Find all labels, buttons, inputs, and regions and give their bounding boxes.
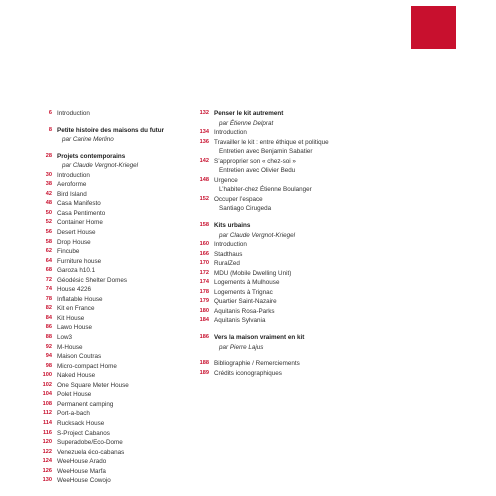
toc-page-number: 126 bbox=[42, 467, 52, 474]
toc-entry bbox=[32, 448, 192, 458]
red-square-decoration bbox=[411, 6, 456, 49]
toc-entry bbox=[189, 128, 359, 138]
toc-entry-title: Projets contemporains bbox=[57, 152, 126, 160]
toc-entry-title: Aquitanis Rosa-Parks bbox=[214, 307, 275, 315]
toc-entry-title: Venezuela éco-cabanas bbox=[57, 448, 125, 456]
toc-entry bbox=[189, 240, 359, 250]
toc-page-number: 6 bbox=[48, 110, 52, 116]
toc-entry-title: Introduction bbox=[214, 129, 247, 137]
toc-page-number: 189 bbox=[199, 369, 209, 376]
toc-entry-title: Entretien avec Olivier Bedu bbox=[219, 167, 296, 175]
toc-page-number: 114 bbox=[42, 419, 52, 426]
toc-entry-title: Introduction bbox=[57, 110, 90, 117]
toc-entry bbox=[189, 138, 359, 148]
toc-column-right bbox=[189, 109, 359, 378]
toc-entry bbox=[32, 238, 192, 248]
toc-page-number: 84 bbox=[45, 314, 52, 321]
toc-entry bbox=[32, 476, 192, 486]
toc-entry bbox=[32, 257, 192, 267]
toc-page-number: 58 bbox=[45, 238, 52, 245]
toc-entry-title: par Carine Merlino bbox=[62, 136, 114, 144]
toc-page-number: 170 bbox=[199, 260, 209, 267]
toc-page-number: 116 bbox=[42, 429, 52, 436]
toc-entry-title: Bird Island bbox=[57, 190, 87, 198]
toc-page-number: 108 bbox=[42, 400, 52, 407]
toc-page-number: 142 bbox=[199, 157, 209, 164]
toc-page-number: 174 bbox=[199, 279, 209, 286]
toc-entry-title: Casa Manifesto bbox=[57, 200, 101, 208]
toc-spacer bbox=[189, 326, 359, 333]
toc-entry bbox=[189, 307, 359, 317]
toc-page-number: 120 bbox=[42, 439, 52, 446]
toc-entry bbox=[32, 295, 192, 305]
toc-entry-title: Container Home bbox=[57, 219, 103, 227]
toc-entry-title: Lawo House bbox=[57, 324, 93, 332]
toc-entry-title: MDU (Mobile Dwelling Unit) bbox=[214, 269, 292, 277]
toc-entry-title: RuralZed bbox=[214, 260, 240, 268]
toc-page-number: 78 bbox=[45, 295, 52, 302]
toc-entry bbox=[189, 185, 359, 195]
toc-page-number: 100 bbox=[42, 372, 52, 379]
toc-entry-title: Travailler le kit : entre éthique et politique bbox=[214, 138, 329, 146]
toc-entry-title: Garoza h10.1 bbox=[57, 267, 96, 275]
toc-entry bbox=[189, 343, 359, 353]
toc-entry-title: L’habiter-chez Étienne Boulanger bbox=[219, 186, 312, 194]
toc-page-number: 42 bbox=[45, 190, 52, 197]
toc-entry-title: House 4226 bbox=[57, 286, 91, 294]
toc-entry bbox=[32, 352, 192, 362]
toc-entry bbox=[189, 195, 359, 205]
toc-page-number: 86 bbox=[45, 324, 52, 331]
toc-entry bbox=[189, 333, 359, 343]
toc-entry bbox=[32, 438, 192, 448]
toc-entry-title: Occuper l’espace bbox=[214, 195, 263, 203]
toc-entry bbox=[189, 147, 359, 157]
toc-page-number: 130 bbox=[42, 477, 52, 484]
toc-entry-title: Kit en France bbox=[57, 305, 95, 313]
toc-entry-title: Petite histoire des maisons du futur bbox=[57, 126, 165, 134]
toc-entry bbox=[32, 343, 192, 353]
toc-entry-title: Maison Coutras bbox=[57, 353, 102, 361]
toc-page-number: 158 bbox=[199, 222, 209, 229]
toc-page-number: 68 bbox=[45, 267, 52, 274]
toc-entry-title: Naked House bbox=[57, 372, 96, 380]
toc-entry bbox=[189, 369, 359, 379]
toc-entry bbox=[189, 231, 359, 241]
toc-entry bbox=[189, 157, 359, 167]
toc-entry-title: Polet House bbox=[57, 391, 92, 399]
toc-entry bbox=[189, 109, 359, 119]
toc-page-number: 94 bbox=[45, 353, 52, 360]
toc-page-number: 8 bbox=[48, 126, 52, 133]
toc-page-number: 136 bbox=[199, 138, 209, 145]
toc-page-number: 172 bbox=[199, 269, 209, 276]
toc-entry bbox=[32, 304, 192, 314]
toc-entry-title: Vers la maison vraiment en kit bbox=[214, 334, 305, 342]
toc-entry bbox=[32, 381, 192, 391]
toc-entry bbox=[189, 359, 359, 369]
toc-entry-title: Introduction bbox=[57, 171, 90, 179]
toc-page-number: 52 bbox=[45, 219, 52, 226]
toc-entry bbox=[189, 204, 359, 214]
toc-entry-title: Entretien avec Benjamin Sabatier bbox=[219, 148, 313, 156]
toc-entry bbox=[32, 171, 192, 181]
toc-entry-title: Superadobe/Eco-Dome bbox=[57, 439, 123, 447]
toc-page-number: 152 bbox=[199, 195, 209, 202]
toc-spacer bbox=[32, 145, 192, 152]
toc-entry bbox=[189, 259, 359, 269]
toc-page-number: 64 bbox=[45, 257, 52, 264]
toc-page-number: 132 bbox=[199, 110, 209, 116]
toc-entry bbox=[32, 161, 192, 171]
toc-entry-title: Fincube bbox=[57, 248, 80, 256]
toc-entry bbox=[32, 419, 192, 429]
toc-page-number: 186 bbox=[199, 334, 209, 341]
toc-entry-title: Kits urbains bbox=[214, 222, 251, 230]
toc-entry-title: Introduction bbox=[214, 241, 247, 249]
toc-entry bbox=[32, 371, 192, 381]
toc-entry-title: Casa Pentimento bbox=[57, 209, 106, 217]
toc-entry-title: S-Project Cabanos bbox=[57, 429, 110, 437]
toc-entry bbox=[189, 166, 359, 176]
toc-entry-title: Santiago Cirugeda bbox=[219, 205, 272, 213]
toc-entry-title: Low3 bbox=[57, 334, 73, 342]
toc-entry-title: Inflatable House bbox=[57, 295, 103, 303]
toc-entry-title: Crédits iconographiques bbox=[214, 369, 282, 377]
toc-entry bbox=[189, 316, 359, 326]
toc-entry bbox=[189, 176, 359, 186]
toc-entry-title: Logements à Mulhouse bbox=[214, 279, 280, 287]
toc-entry-title: par Claude Vergnot-Kriegel bbox=[219, 231, 296, 239]
toc-page-number: 178 bbox=[199, 288, 209, 295]
toc-entry-title: WeeHouse Marfa bbox=[57, 467, 106, 475]
toc-page-number: 148 bbox=[199, 176, 209, 183]
toc-entry-title: Permanent camping bbox=[57, 400, 114, 408]
toc-entry bbox=[32, 323, 192, 333]
toc-entry bbox=[32, 109, 192, 119]
toc-entry-title: par Étienne Delprat bbox=[219, 119, 274, 127]
toc-entry bbox=[32, 400, 192, 410]
toc-spacer bbox=[189, 214, 359, 221]
toc-entry bbox=[32, 228, 192, 238]
toc-entry bbox=[32, 362, 192, 372]
toc-entry-title: S’approprier son « chez-soi » bbox=[214, 157, 296, 165]
toc-entry bbox=[32, 409, 192, 419]
toc-entry-title: Stadthaus bbox=[214, 250, 243, 258]
toc-page-number: 102 bbox=[42, 381, 52, 388]
toc-entry bbox=[32, 135, 192, 145]
toc-page-number: 88 bbox=[45, 334, 52, 341]
toc-entry bbox=[189, 269, 359, 279]
toc-entry-title: Logements à Trignac bbox=[214, 288, 273, 296]
toc-spacer bbox=[189, 352, 359, 359]
toc-page-number: 50 bbox=[45, 209, 52, 216]
toc-entry bbox=[32, 467, 192, 477]
toc-entry bbox=[32, 209, 192, 219]
toc-entry bbox=[32, 247, 192, 257]
toc-page-number: 38 bbox=[45, 181, 52, 188]
toc-entry bbox=[189, 288, 359, 298]
toc-page-number: 72 bbox=[45, 276, 52, 283]
toc-entry bbox=[32, 199, 192, 209]
toc-entry-title: M-House bbox=[57, 343, 83, 351]
toc-entry bbox=[32, 285, 192, 295]
toc-page-number: 184 bbox=[199, 317, 209, 324]
toc-entry bbox=[189, 297, 359, 307]
toc-entry-title: Micro-compact Home bbox=[57, 362, 117, 370]
toc-entry bbox=[32, 126, 192, 136]
toc-entry bbox=[32, 266, 192, 276]
toc-entry bbox=[32, 390, 192, 400]
toc-page-number: 62 bbox=[45, 248, 52, 255]
toc-entry bbox=[189, 278, 359, 288]
toc-entry bbox=[189, 119, 359, 129]
toc-page-number: 48 bbox=[45, 200, 52, 207]
toc-entry-title: Urgence bbox=[214, 176, 238, 184]
toc-entry-title: Drop House bbox=[57, 238, 91, 246]
toc-entry bbox=[189, 221, 359, 231]
toc-page-number: 134 bbox=[199, 129, 209, 136]
toc-entry-title: Géodésic Shelter Domes bbox=[57, 276, 127, 284]
toc-entry-title: Bibliographie / Remerciements bbox=[214, 360, 300, 368]
toc-entry-title: Rucksack House bbox=[57, 419, 105, 427]
toc-spacer bbox=[32, 119, 192, 126]
toc-entry-title: Furniture house bbox=[57, 257, 102, 265]
toc-page-number: 28 bbox=[45, 152, 52, 159]
toc-page-number: 98 bbox=[45, 362, 52, 369]
toc-page-number: 180 bbox=[199, 307, 209, 314]
toc-page-number: 179 bbox=[199, 298, 209, 305]
toc-entry-title: WeeHouse Arado bbox=[57, 458, 107, 466]
toc-entry-title: One Square Meter House bbox=[57, 381, 129, 389]
toc-entry-title: Desert House bbox=[57, 229, 96, 237]
toc-page-number: 30 bbox=[45, 171, 52, 178]
toc-entry bbox=[189, 250, 359, 260]
toc-entry bbox=[32, 276, 192, 286]
toc-entry bbox=[32, 457, 192, 467]
toc-page-number: 112 bbox=[42, 410, 52, 417]
toc-entry bbox=[32, 333, 192, 343]
toc-page-number: 160 bbox=[199, 241, 209, 248]
toc-entry bbox=[32, 152, 192, 162]
toc-page-number: 166 bbox=[199, 250, 209, 257]
toc-entry-title: Port-a-bach bbox=[57, 410, 90, 418]
toc-entry bbox=[32, 180, 192, 190]
toc-page-number: 188 bbox=[199, 360, 209, 367]
toc-page-number: 82 bbox=[45, 305, 52, 312]
toc-page-number: 56 bbox=[45, 229, 52, 236]
toc-entry-title: par Pierre Lajus bbox=[219, 343, 264, 351]
toc-entry bbox=[32, 314, 192, 324]
toc-entry-title: Quartier Saint-Nazaire bbox=[214, 298, 277, 306]
toc-entry bbox=[32, 218, 192, 228]
toc-page-number: 74 bbox=[45, 286, 52, 293]
toc-entry-title: Aeroforme bbox=[57, 181, 87, 189]
toc-entry-title: par Claude Vergnot-Kriegel bbox=[62, 162, 139, 170]
toc-page-number: 104 bbox=[42, 391, 52, 398]
toc-entry-title: WeeHouse Cowojo bbox=[57, 477, 111, 485]
toc-page-number: 124 bbox=[42, 458, 52, 465]
toc-page-number: 92 bbox=[45, 343, 52, 350]
toc-entry-title: Penser le kit autrement bbox=[214, 110, 284, 117]
toc-column-left bbox=[32, 109, 192, 486]
toc-entry bbox=[32, 190, 192, 200]
toc-page-number: 122 bbox=[42, 448, 52, 455]
toc-entry-title: Kit House bbox=[57, 314, 85, 322]
toc-entry bbox=[32, 429, 192, 439]
toc-entry-title: Aquitanis Sylvania bbox=[214, 317, 266, 325]
